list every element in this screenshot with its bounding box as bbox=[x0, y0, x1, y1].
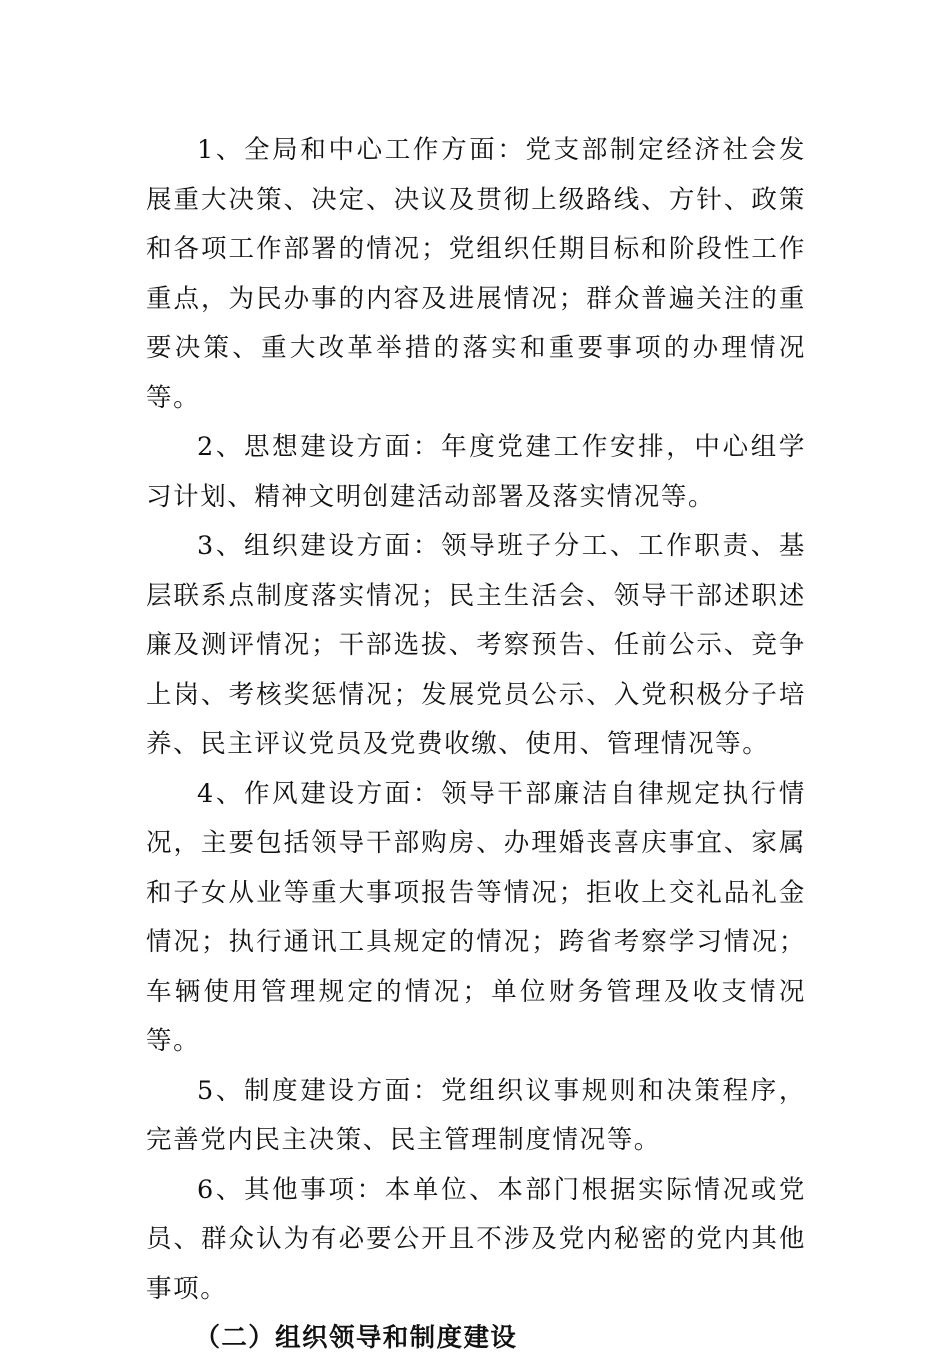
document-body bbox=[146, 126, 806, 1364]
section-heading: （二）组织领导和制度建设 bbox=[194, 1323, 518, 1353]
paragraph-system-building: 5、制度建设方面：党组织议事规则和决策程序，完善党内民主决策、民主管理制度情况等。 bbox=[146, 1075, 806, 1155]
paragraph-organizational-building: 3、组织建设方面：领导班子分工、工作职责、基层联系点制度落实情况；民主生活会、领导干部述职述廉及测评情况；干部选拔、考察预告、任前公示、竞争上岗、考核奖惩情况；发展党员公示、入党积极分子培养、民主评议党员及党费收缴、使用、管理情况等。 bbox=[146, 531, 806, 759]
paragraph-work-style-building: 4、作风建设方面：领导干部廉洁自律规定执行情况，主要包括领导干部购房、办理婚丧喜庆事宜、家属和子女从业等重大事项报告等情况；拒收上交礼品礼金情况；执行通讯工具规定的情况；跨省考察学习情况；车辆使用管理规定的情况；单位财务管理及收支情况等。 bbox=[146, 778, 806, 1056]
paragraph-other-matters: 6、其他事项：本单位、本部门根据实际情况或党员、群众认为有必要公开且不涉及党内秘密的党内其他事项。 bbox=[146, 1174, 806, 1304]
paragraph-ideological-building: 2、思想建设方面：年度党建工作安排，中心组学习计划、精神文明创建活动部署及落实情况等。 bbox=[146, 432, 806, 512]
paragraph-overall-work: 1、全局和中心工作方面：党支部制定经济社会发展重大决策、决定、决议及贯彻上级路线、方针、政策和各项工作部署的情况；党组织任期目标和阶段性工作重点，为民办事的内容及进展情况；群众普遍关注的重要决策、重大改革举措的落实和重要事项的办理情况等。 bbox=[146, 135, 806, 413]
